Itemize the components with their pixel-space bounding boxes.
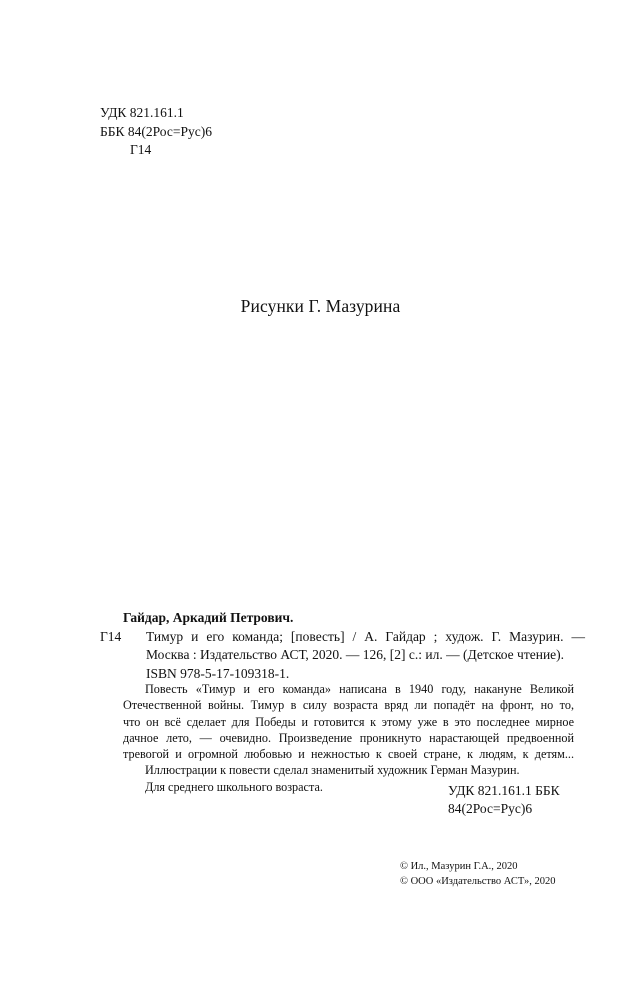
bbk-code: ББК 84(2Рос=Рус)6 xyxy=(100,123,212,139)
bbk-index: 84(2Рос=Рус)6 xyxy=(448,801,533,816)
catalog-description xyxy=(100,628,585,647)
annotation-line: Иллюстрации к повести сделал знаменитый художник Герман Мазурин. xyxy=(145,763,520,778)
catalog-description-line: Москва : Издательство АСТ, 2020. — 126, [2] с.: ил. — (Детское чтение). xyxy=(146,647,565,662)
annotation-line: что он всё сделает для Победы и готовится к этому уже в это последнее мирное xyxy=(123,714,574,729)
annotation xyxy=(123,681,574,795)
copyright-block xyxy=(400,859,556,889)
classification-block xyxy=(100,104,212,160)
udk-bbk-code: УДК 821.161.1 ББК xyxy=(448,783,560,798)
annotation-line: тревогой и огромной любовью и нежностью к своей стране, к людям, к детям... xyxy=(123,747,574,762)
audience-note: Для среднего школьного возраста. xyxy=(145,779,323,794)
annotation-line: дачное лето, — очевидно. Произведение проникнуто нарастающей предвоенной xyxy=(123,730,574,745)
annotation-line: Повесть «Тимур и его команда» написана в 1940 году, накануне Великой xyxy=(145,682,574,696)
copyright-publisher: © ООО «Издательство АСТ», 2020 xyxy=(400,876,556,887)
annotation-line: Отечественной войны. Тимур в силу возраста вряд ли попадёт на фронт, но то, xyxy=(123,698,574,713)
illustrator-credit: Рисунки Г. Мазурина xyxy=(240,296,401,316)
catalog-author-mark: Г14 xyxy=(100,628,122,644)
catalog-record xyxy=(100,609,585,683)
udk-code: УДК 821.161.1 xyxy=(100,105,184,120)
catalog-author-heading: Гайдар, Аркадий Петрович. xyxy=(123,610,294,625)
copyright-illustrations: © Ил., Мазурин Г.А., 2020 xyxy=(400,861,518,872)
author-mark: Г14 xyxy=(130,142,152,157)
isbn: ISBN 978-5-17-109318-1. xyxy=(146,665,290,681)
classification-codes-repeat xyxy=(448,782,560,818)
catalog-description-line: Тимур и его команда; [повесть] / А. Гайдар ; худож. Г. Мазурин. — xyxy=(146,628,585,644)
